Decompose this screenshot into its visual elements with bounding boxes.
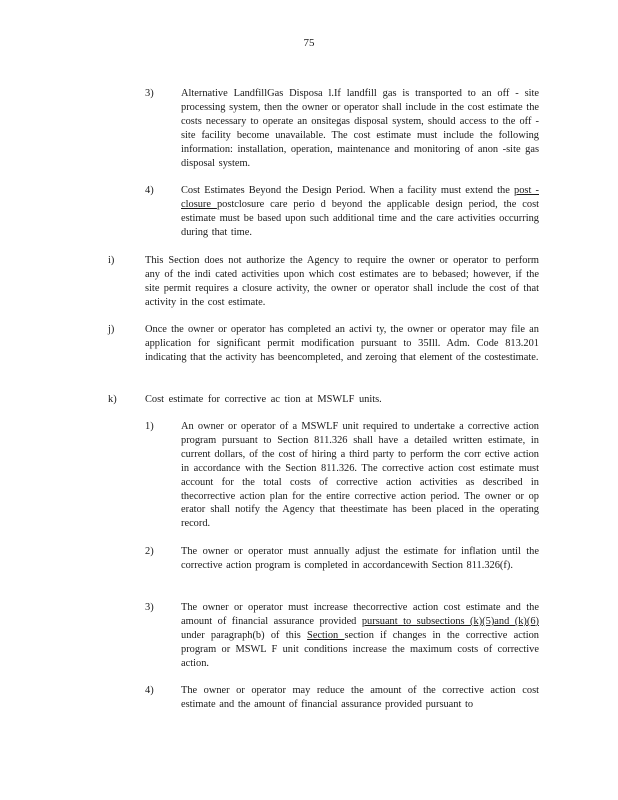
underlined-insertion: Section — [307, 629, 345, 641]
item-marker: 1) — [145, 421, 154, 432]
paragraph-text: Cost Estimates Beyond the Design Period. When a facility must extend the — [181, 185, 515, 196]
section-heading-text: Cost estimate for corrective ac tion at MSWLF units. — [145, 394, 382, 405]
paragraph-cost-estimates-beyond-design — [181, 184, 539, 240]
item-marker: 4) — [145, 185, 154, 196]
item-marker: i) — [108, 255, 115, 266]
item-marker: 2) — [145, 546, 154, 557]
page-number: 75 — [303, 37, 315, 49]
paragraph-text: Once the owner or operator has completed an activi ty, the owner or operator may file an application for significant permit modification pursuant to 35Ill. Adm. Code 813.201 indicating that the activity has beencompleted, and zeroing that element of the costestimate. — [145, 324, 539, 363]
paragraph-k3 — [181, 601, 539, 671]
paragraph-text: The owner or operator must annually adjust the estimate for inflation until the corrective action program is completed in accordancewith Section 811.326(f). — [181, 546, 539, 571]
paragraph-alternative-landfill-gas — [181, 87, 539, 170]
paragraph-text: Alternative LandfillGas Disposa l.If landfill gas is transported to an off - site processing system, then the owner or operator shall include in the cost estimate the costs necessary to operate an onsitegas disposal system, should access to the off -site facility become unavailable. The cost estimate must include the following information: installation, operation, maintenance and monitoring of anon -site gas disposal system. — [181, 88, 539, 169]
item-marker: 4) — [145, 685, 154, 696]
paragraph-text: postclosure care perio d beyond the applicable design period, the cost estimate must be based upon such additional time and the care activities occurring during that time. — [181, 198, 539, 238]
underlined-insertion: pursuant to subsections (k)(5)and (k)(6) — [361, 615, 539, 627]
item-marker: 3) — [145, 602, 154, 613]
paragraph-text: An owner or operator of a MSWLF unit required to undertake a corrective action program pursuant to Section 811.326 shall have a detailed written estimate, in current dollars, of the cost of hiring a third party to perform the corr ective action in accordance with the Section 811.326. The corrective action cost estimate must account for the total costs of corrective action activities as described in thecorrective action plan for the entire corrective action period. The owner or op erator shall notify the Agency that theestimate has been placed in the operating record. — [181, 421, 539, 530]
paragraph-text: This Section does not authorize the Agency to require the owner or operator to perform any of the indi cated activities upon which cost estimates are to bebased; however, if the site permit requires a closure activity, the owner or operator shall include the cost of that activity in the cost estimate. — [145, 255, 539, 308]
paragraph-text: under paragraph(b) of this — [181, 629, 308, 641]
paragraph-text: section if changes in the corrective action program or MSWL F unit conditions increase the maximum costs of corrective action. — [181, 629, 540, 669]
paragraph-k2 — [181, 545, 539, 573]
item-marker: 3) — [145, 88, 154, 99]
item-marker: j) — [108, 324, 115, 335]
paragraph-text: The owner or operator may reduce the amount of the corrective action cost estimate and the amount of financial assurance provided pursuant to — [181, 685, 539, 710]
paragraph-k4 — [181, 684, 539, 712]
item-marker: k) — [108, 394, 117, 405]
paragraph-j — [145, 323, 539, 365]
paragraph-text: The owner or operator must increase thecorrective action cost estimate and the amount of financial assurance provided — [181, 602, 539, 627]
paragraph-k1 — [181, 420, 539, 531]
paragraph-i — [145, 254, 539, 310]
underlined-insertion: post - closure — [181, 185, 539, 210]
section-k-heading — [145, 393, 539, 407]
